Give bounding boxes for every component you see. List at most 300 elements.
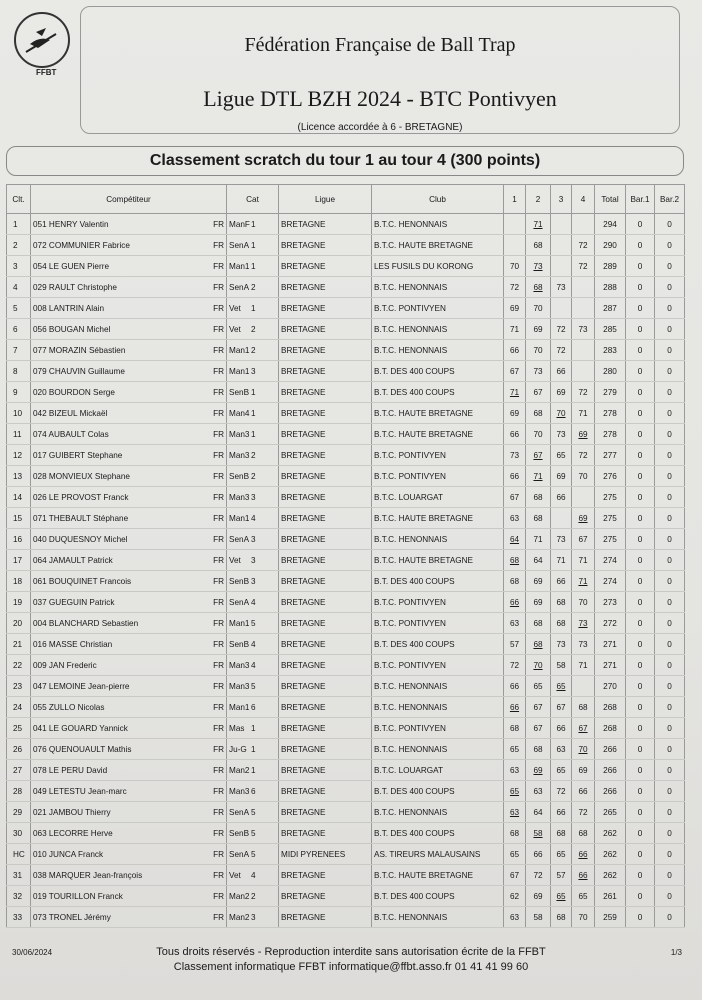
bar2-cell: 0 [655, 361, 685, 382]
tour1-cell: 68 [504, 550, 526, 571]
category-rank: 3 [251, 576, 256, 586]
ligue-cell: BRETAGNE [279, 214, 372, 235]
competitor-cell [31, 550, 227, 571]
tour3-cell: 63 [551, 739, 572, 760]
club-cell: B.T.C. HENONNAIS [372, 214, 504, 235]
competitor-name: 078 LE PERU David [33, 765, 108, 775]
results-table [6, 184, 685, 928]
contact-line: Classement informatique FFBT informatique@ffbt.asso.fr 01 41 41 99 60 [173, 961, 529, 973]
tour1-cell: 72 [504, 277, 526, 298]
ligue-cell: BRETAGNE [279, 529, 372, 550]
table-row [7, 844, 685, 865]
category-code: Man1 [229, 702, 250, 712]
competitor-cell [31, 823, 227, 844]
club-cell: B.T. DES 400 COUPS [372, 781, 504, 802]
tour3-cell: 71 [551, 550, 572, 571]
country-code: FR [213, 471, 224, 481]
bar2-cell: 0 [655, 823, 685, 844]
table-row [7, 256, 685, 277]
competitor-name: 061 BOUQUINET Francois [33, 576, 132, 586]
total-cell: 274 [595, 550, 626, 571]
category-cell [227, 214, 279, 235]
rank-cell: 19 [7, 592, 31, 613]
ligue-cell: BRETAGNE [279, 718, 372, 739]
tour1-cell: 66 [504, 592, 526, 613]
category-cell [227, 445, 279, 466]
tour4-cell: 72 [572, 256, 595, 277]
tour3-cell: 72 [551, 340, 572, 361]
col-tour1: 1 [504, 185, 526, 214]
rank-cell: 29 [7, 802, 31, 823]
tour1-cell: 68 [504, 718, 526, 739]
table-row [7, 487, 685, 508]
bar2-cell: 0 [655, 382, 685, 403]
category-cell [227, 571, 279, 592]
bar2-cell: 0 [655, 424, 685, 445]
tour3-cell: 65 [551, 676, 572, 697]
category-code: SenB [229, 576, 250, 586]
ligue-cell: BRETAGNE [279, 655, 372, 676]
competitor-name: 047 LEMOINE Jean-pierre [33, 681, 130, 691]
club-cell: B.T.C. HENONNAIS [372, 697, 504, 718]
competitor-name: 017 GUIBERT Stephane [33, 450, 123, 460]
tour3-cell [551, 298, 572, 319]
copyright-line: Tous droits réservés - Reproduction interdite sans autorisation écrite de la FFBT [156, 946, 546, 958]
total-cell: 283 [595, 340, 626, 361]
tour4-cell: 73 [572, 319, 595, 340]
col-total: Total [595, 185, 626, 214]
tour1-cell: 68 [504, 571, 526, 592]
club-cell: B.T.C. HAUTE BRETAGNE [372, 235, 504, 256]
bar1-cell: 0 [626, 319, 655, 340]
competitor-name: 037 GUEGUIN Patrick [33, 597, 115, 607]
category-cell [227, 676, 279, 697]
competitor-cell [31, 865, 227, 886]
club-cell: B.T. DES 400 COUPS [372, 361, 504, 382]
ligue-cell: BRETAGNE [279, 886, 372, 907]
rank-cell: 2 [7, 235, 31, 256]
category-code: SenB [229, 828, 250, 838]
country-code: FR [213, 240, 224, 250]
tour3-cell: 65 [551, 760, 572, 781]
tour3-cell: 72 [551, 781, 572, 802]
tour2-cell: 69 [526, 571, 551, 592]
ligue-cell: BRETAGNE [279, 382, 372, 403]
tour4-cell: 66 [572, 844, 595, 865]
tour2-cell: 70 [526, 655, 551, 676]
tour3-cell: 72 [551, 319, 572, 340]
competitor-cell [31, 802, 227, 823]
bar2-cell: 0 [655, 571, 685, 592]
table-row [7, 424, 685, 445]
tour4-cell [572, 277, 595, 298]
competitor-name: 016 MASSE Christian [33, 639, 113, 649]
tour4-cell: 71 [572, 655, 595, 676]
tour2-cell: 72 [526, 865, 551, 886]
club-cell: B.T.C. PONTIVYEN [372, 613, 504, 634]
table-row [7, 403, 685, 424]
bar2-cell: 0 [655, 298, 685, 319]
category-code: Man1 [229, 618, 250, 628]
tour2-cell: 67 [526, 697, 551, 718]
category-rank: 3 [251, 912, 256, 922]
tour3-cell: 57 [551, 865, 572, 886]
tour2-cell: 64 [526, 802, 551, 823]
bar2-cell: 0 [655, 907, 685, 928]
competitor-cell [31, 361, 227, 382]
competitor-cell [31, 256, 227, 277]
table-row [7, 613, 685, 634]
bar2-cell: 0 [655, 256, 685, 277]
club-cell: B.T. DES 400 COUPS [372, 571, 504, 592]
rank-cell: 9 [7, 382, 31, 403]
tour3-cell: 66 [551, 718, 572, 739]
tour3-cell: 69 [551, 466, 572, 487]
licence-note: (Licence accordée à 6 - BRETAGNE) [297, 122, 463, 133]
club-cell: B.T.C. HAUTE BRETAGNE [372, 508, 504, 529]
tour4-cell [572, 340, 595, 361]
tour3-cell: 65 [551, 886, 572, 907]
category-cell [227, 907, 279, 928]
competitor-name: 021 JAMBOU Thierry [33, 807, 111, 817]
category-rank: 3 [251, 555, 256, 565]
competitor-cell [31, 760, 227, 781]
club-cell: B.T.C. HENONNAIS [372, 340, 504, 361]
competitor-name: 020 BOURDON Serge [33, 387, 115, 397]
rank-cell: 3 [7, 256, 31, 277]
competitor-name: 079 CHAUVIN Guillaume [33, 366, 125, 376]
tour1-cell: 64 [504, 529, 526, 550]
total-cell: 275 [595, 529, 626, 550]
country-code: FR [213, 219, 224, 229]
tour1-cell: 73 [504, 445, 526, 466]
category-rank: 5 [251, 828, 256, 838]
rank-cell: 24 [7, 697, 31, 718]
col-tour2: 2 [526, 185, 551, 214]
col-competiteur: Compétiteur [31, 185, 227, 214]
ligue-cell: BRETAGNE [279, 487, 372, 508]
category-cell [227, 823, 279, 844]
category-rank: 1 [251, 429, 256, 439]
rank-cell: 8 [7, 361, 31, 382]
club-cell: B.T.C. HENONNAIS [372, 319, 504, 340]
category-rank: 2 [251, 891, 256, 901]
category-code: Vet [229, 324, 241, 334]
category-cell [227, 844, 279, 865]
tour1-cell: 66 [504, 424, 526, 445]
tour3-cell: 66 [551, 487, 572, 508]
tour4-cell: 66 [572, 781, 595, 802]
tour2-cell: 69 [526, 760, 551, 781]
category-code: Man2 [229, 765, 250, 775]
category-rank: 5 [251, 618, 256, 628]
category-code: Man1 [229, 345, 250, 355]
ligue-cell: BRETAGNE [279, 361, 372, 382]
competitor-name: 004 BLANCHARD Sebastien [33, 618, 139, 628]
bar1-cell: 0 [626, 361, 655, 382]
ligue-cell: BRETAGNE [279, 445, 372, 466]
total-cell: 279 [595, 382, 626, 403]
category-cell [227, 634, 279, 655]
tour4-cell [572, 676, 595, 697]
competitor-name: 054 LE GUEN Pierre [33, 261, 109, 271]
club-cell: B.T.C. LOUARGAT [372, 760, 504, 781]
tour4-cell [572, 487, 595, 508]
tour4-cell: 70 [572, 739, 595, 760]
tour4-cell: 67 [572, 529, 595, 550]
category-code: Mas [229, 723, 245, 733]
bar1-cell: 0 [626, 886, 655, 907]
bar2-cell: 0 [655, 550, 685, 571]
category-code: ManF [229, 219, 250, 229]
category-code: Man3 [229, 492, 250, 502]
federation-title: Fédération Française de Ball Trap [244, 34, 516, 56]
category-code: Man3 [229, 429, 250, 439]
category-rank: 1 [251, 219, 256, 229]
bar1-cell: 0 [626, 802, 655, 823]
rank-cell: 4 [7, 277, 31, 298]
ligue-cell: BRETAGNE [279, 508, 372, 529]
country-code: FR [213, 282, 224, 292]
tour1-cell: 57 [504, 634, 526, 655]
bar2-cell: 0 [655, 655, 685, 676]
bar1-cell: 0 [626, 403, 655, 424]
total-cell: 259 [595, 907, 626, 928]
competitor-cell [31, 445, 227, 466]
competitor-cell [31, 676, 227, 697]
total-cell: 285 [595, 319, 626, 340]
competitor-name: 008 LANTRIN Alain [33, 303, 104, 313]
tour4-cell [572, 214, 595, 235]
tour2-cell: 68 [526, 403, 551, 424]
bar2-cell: 0 [655, 319, 685, 340]
table-row [7, 508, 685, 529]
country-code: FR [213, 492, 224, 502]
country-code: FR [213, 303, 224, 313]
competitor-name: 019 TOURILLON Franck [33, 891, 123, 901]
club-cell: B.T.C. HENONNAIS [372, 277, 504, 298]
ligue-cell: BRETAGNE [279, 739, 372, 760]
total-cell: 276 [595, 466, 626, 487]
tour4-cell: 72 [572, 382, 595, 403]
category-cell [227, 697, 279, 718]
category-cell [227, 718, 279, 739]
club-cell: B.T.C. PONTIVYEN [372, 445, 504, 466]
category-cell [227, 340, 279, 361]
category-cell [227, 781, 279, 802]
tour4-cell: 71 [572, 403, 595, 424]
country-code: FR [213, 576, 224, 586]
bar1-cell: 0 [626, 655, 655, 676]
table-row [7, 571, 685, 592]
club-cell: AS. TIREURS MALAUSAINS [372, 844, 504, 865]
country-code: FR [213, 870, 224, 880]
bar2-cell: 0 [655, 886, 685, 907]
country-code: FR [213, 429, 224, 439]
competitor-cell [31, 613, 227, 634]
tour1-cell: 69 [504, 298, 526, 319]
tour3-cell [551, 235, 572, 256]
competitor-cell [31, 508, 227, 529]
ligue-cell: BRETAGNE [279, 697, 372, 718]
category-cell [227, 865, 279, 886]
club-cell: B.T.C. HAUTE BRETAGNE [372, 403, 504, 424]
rank-cell: 25 [7, 718, 31, 739]
total-cell: 268 [595, 697, 626, 718]
country-code: FR [213, 555, 224, 565]
tour2-cell: 67 [526, 718, 551, 739]
total-cell: 272 [595, 613, 626, 634]
rank-cell: 15 [7, 508, 31, 529]
competitor-cell [31, 886, 227, 907]
rank-cell: HC [7, 844, 31, 865]
col-club: Club [372, 185, 504, 214]
tour2-cell: 73 [526, 361, 551, 382]
category-code: Ju-G [229, 744, 247, 754]
total-cell: 268 [595, 718, 626, 739]
ligue-cell: BRETAGNE [279, 571, 372, 592]
country-code: FR [213, 387, 224, 397]
tour4-cell: 70 [572, 592, 595, 613]
competitor-name: 074 AUBAULT Colas [33, 429, 109, 439]
category-rank: 3 [251, 366, 256, 376]
club-cell: B.T.C. PONTIVYEN [372, 298, 504, 319]
category-cell [227, 235, 279, 256]
ligue-cell: BRETAGNE [279, 907, 372, 928]
competitor-name: 071 THEBAULT Stéphane [33, 513, 129, 523]
competitor-name: 040 DUQUESNOY Michel [33, 534, 128, 544]
tour1-cell: 67 [504, 487, 526, 508]
rank-cell: 18 [7, 571, 31, 592]
rank-cell: 12 [7, 445, 31, 466]
country-code: FR [213, 261, 224, 271]
rank-cell: 27 [7, 760, 31, 781]
rank-cell: 21 [7, 634, 31, 655]
bar1-cell: 0 [626, 382, 655, 403]
table-row [7, 676, 685, 697]
tour1-cell: 67 [504, 865, 526, 886]
competitor-name: 051 HENRY Valentin [33, 219, 109, 229]
tour3-cell: 66 [551, 802, 572, 823]
competitor-cell [31, 592, 227, 613]
competitor-cell [31, 277, 227, 298]
competitor-cell [31, 655, 227, 676]
category-code: Man4 [229, 408, 250, 418]
table-row [7, 214, 685, 235]
tour2-cell: 71 [526, 466, 551, 487]
tour1-cell: 65 [504, 739, 526, 760]
category-rank: 1 [251, 240, 256, 250]
competitor-cell [31, 697, 227, 718]
total-cell: 278 [595, 424, 626, 445]
tour4-cell: 72 [572, 802, 595, 823]
tour2-cell: 73 [526, 256, 551, 277]
total-cell: 275 [595, 487, 626, 508]
category-cell [227, 487, 279, 508]
table-row [7, 760, 685, 781]
table-row [7, 802, 685, 823]
country-code: FR [213, 744, 224, 754]
total-cell: 287 [595, 298, 626, 319]
tour4-cell: 73 [572, 613, 595, 634]
country-code: FR [213, 618, 224, 628]
rank-cell: 11 [7, 424, 31, 445]
ligue-cell: BRETAGNE [279, 613, 372, 634]
table-header-row [7, 185, 685, 214]
tour4-cell: 67 [572, 718, 595, 739]
category-code: Vet [229, 870, 241, 880]
competitor-name: 029 RAULT Christophe [33, 282, 117, 292]
tour4-cell: 71 [572, 550, 595, 571]
tour4-cell: 71 [572, 571, 595, 592]
category-rank: 4 [251, 513, 256, 523]
category-code: Man3 [229, 681, 250, 691]
ligue-cell: BRETAGNE [279, 256, 372, 277]
bar1-cell: 0 [626, 256, 655, 277]
category-rank: 1 [251, 723, 256, 733]
rank-cell: 22 [7, 655, 31, 676]
tour1-cell: 66 [504, 676, 526, 697]
tour3-cell: 65 [551, 844, 572, 865]
category-rank: 1 [251, 765, 256, 775]
category-cell [227, 739, 279, 760]
tour3-cell: 68 [551, 907, 572, 928]
club-cell: B.T.C. HENONNAIS [372, 529, 504, 550]
bar1-cell: 0 [626, 445, 655, 466]
competitor-cell [31, 466, 227, 487]
table-row [7, 235, 685, 256]
bar2-cell: 0 [655, 235, 685, 256]
club-cell: B.T.C. PONTIVYEN [372, 466, 504, 487]
bar1-cell: 0 [626, 529, 655, 550]
competitor-name: 076 QUENOUAULT Mathis [33, 744, 132, 754]
table-row [7, 739, 685, 760]
competitor-name: 009 JAN Frederic [33, 660, 97, 670]
ligue-cell: BRETAGNE [279, 235, 372, 256]
title-frame [80, 6, 680, 134]
bar1-cell: 0 [626, 907, 655, 928]
tour2-cell: 70 [526, 340, 551, 361]
total-cell: 271 [595, 655, 626, 676]
tour1-cell: 65 [504, 781, 526, 802]
tour3-cell: 68 [551, 613, 572, 634]
ligue-cell: BRETAGNE [279, 760, 372, 781]
table-row [7, 361, 685, 382]
category-cell [227, 592, 279, 613]
category-code: Man2 [229, 891, 250, 901]
tour3-cell: 58 [551, 655, 572, 676]
ligue-cell: BRETAGNE [279, 403, 372, 424]
bar2-cell: 0 [655, 865, 685, 886]
rank-cell: 30 [7, 823, 31, 844]
table-row [7, 340, 685, 361]
tour3-cell: 65 [551, 445, 572, 466]
competitor-name: 026 LE PROVOST Franck [33, 492, 129, 502]
table-row [7, 718, 685, 739]
category-code: SenA [229, 240, 250, 250]
tour3-cell: 69 [551, 382, 572, 403]
tour3-cell: 73 [551, 634, 572, 655]
tour2-cell: 68 [526, 634, 551, 655]
club-cell: B.T. DES 400 COUPS [372, 886, 504, 907]
competitor-name: 042 BIZEUL Mickaël [33, 408, 108, 418]
tour3-cell [551, 508, 572, 529]
rank-cell: 31 [7, 865, 31, 886]
rank-cell: 28 [7, 781, 31, 802]
bar2-cell: 0 [655, 676, 685, 697]
category-rank: 1 [251, 744, 256, 754]
category-cell [227, 613, 279, 634]
